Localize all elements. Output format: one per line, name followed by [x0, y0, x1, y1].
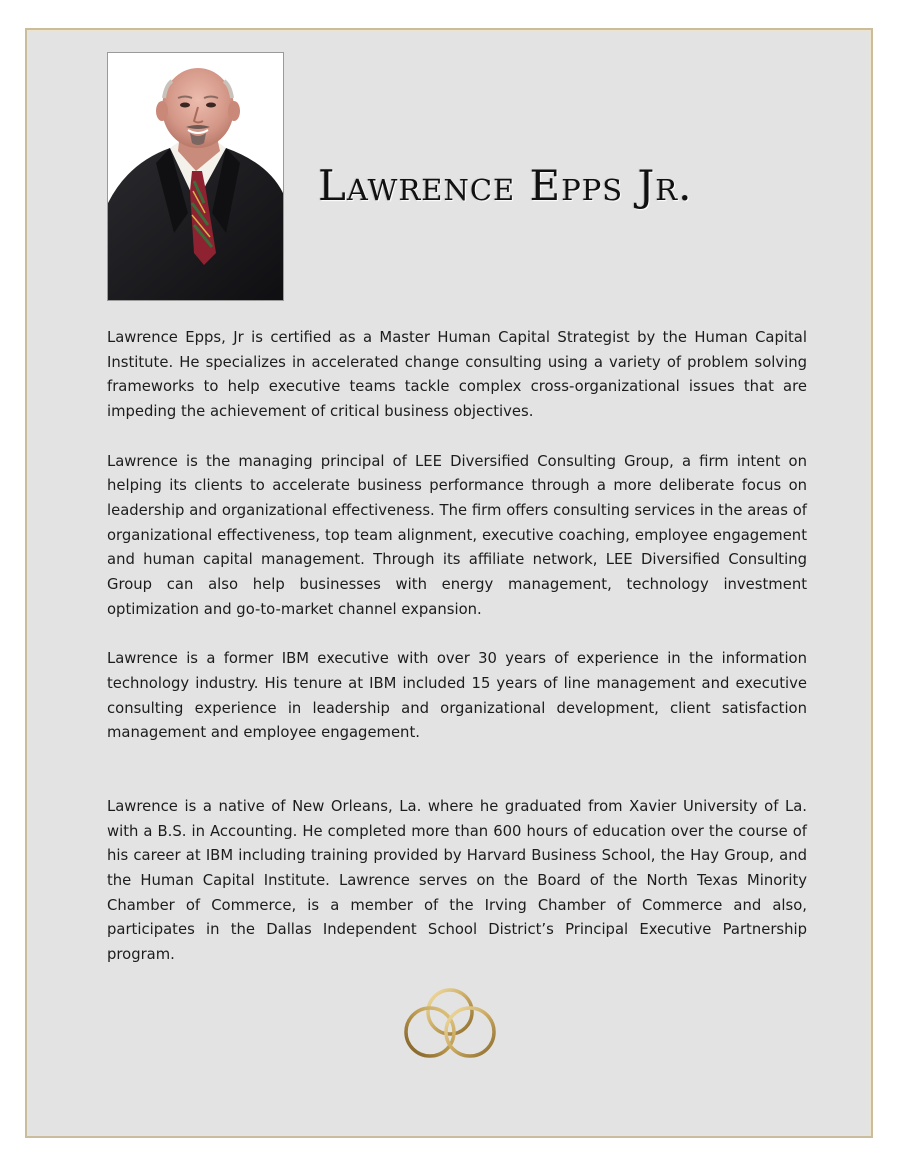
bio-paragraph: Lawrence is the managing principal of LEE Diversified Consulting Group, a firm intent on helping its clients to accelerate business performance through a more deliberate focus on leadership and organizational effectiveness. The firm offers consulting services in the areas of organizational effectiveness, top team alignment, executive coaching, employee engagement and human capital management. Through its affiliate network, LEE Diversified Consulting Group can also help businesses with energy management, technology investment optimization and go-to-market channel expansion.: [107, 452, 807, 618]
biography: [107, 326, 807, 968]
rings-logo-icon: [398, 984, 502, 1064]
person-name-title: Lawrence Epps Jr.: [318, 161, 693, 210]
bio-paragraph: Lawrence Epps, Jr is certified as a Master Human Capital Strategist by the Human Capital Institute. He specializes in accelerated change consulting using a variety of problem solving frameworks to help executive teams tackle complex cross-organizational issues that are impeding the achievement of critical business objectives.: [107, 329, 807, 421]
bio-paragraph: Lawrence is a former IBM executive with over 30 years of experience in the information technology industry. His tenure at IBM included 15 years of line management and executive consulting experience in leadership and organizational development, client satisfaction management and employee engagement.: [107, 650, 807, 742]
bio-paragraph: Lawrence is a native of New Orleans, La. where he graduated from Xavier University of La. with a B.S. in Accounting. He completed more than 600 hours of education over the course of his career at IBM including training provided by Harvard Business School, the Hay Group, and the Human Capital Institute. Lawrence serves on the Board of the North Texas Minority Chamber of Commerce, is a member of the Irving Chamber of Commerce and also, participates in the Dallas Independent School District’s Principal Executive Partnership program.: [107, 797, 807, 964]
portrait-photo: [107, 52, 284, 301]
